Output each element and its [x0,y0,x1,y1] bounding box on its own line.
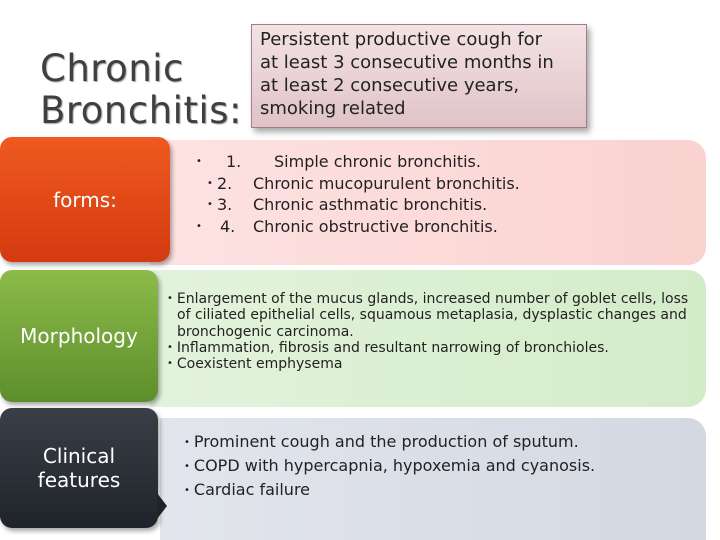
title-line-1: Chronic [40,47,184,90]
morphology-list-item [167,356,697,372]
item-text: Coexistent emphysema [176,356,343,373]
item-text: Cardiac failure [193,480,311,499]
forms-tab [0,137,170,262]
clinical-tab-label-line-2: features [37,468,121,492]
slide-title [40,48,242,132]
clinical-tab [0,408,158,528]
bullet-icon: • [207,199,213,210]
item-text: Inflammation, fibrosis and resultant narrowing of bronchioles. [176,339,609,356]
clinical-tab-label-line-1: Clinical [42,444,116,468]
bullet-icon: • [184,485,190,496]
item-number: 3. [217,195,233,214]
clinical-list-item [184,454,595,478]
bullet-icon: • [167,358,173,370]
bullet-icon: • [167,293,173,304]
bullet-icon: • [184,461,190,472]
definition-line: at least 2 consecutive years, [260,75,520,96]
item-text: Chronic asthmatic bronchitis. [253,195,488,214]
item-text: Chronic mucopurulent bronchitis. [253,173,520,193]
definition-line: at least 3 consecutive months in [260,52,554,73]
clinical-tab-arrow [157,493,167,519]
bullet-icon: • [207,177,213,189]
morphology-list [167,291,697,372]
item-number: 2. [217,173,233,193]
item-text: COPD with hypercapnia, hypoxemia and cyanosis. [193,456,596,475]
definition-line: Persistent productive cough for [260,29,543,50]
item-text: Enlargement of the mucus glands, increased number of goblet cells, loss of ciliated epithelial cells, squamous metaplasia, dysplastic changes and bronchogenic carcinoma. [176,291,689,340]
morphology-tab-label: Morphology [20,324,138,348]
clinical-list [184,430,595,502]
item-text: Chronic obstructive bronchitis. [253,216,498,236]
morphology-list-item [167,340,697,356]
item-number: 4. [220,216,236,236]
bullet-icon: • [196,220,202,232]
bullet-icon: • [196,156,202,167]
title-line-2: Bronchitis: [40,89,242,132]
bullet-icon: • [167,341,173,353]
definition-box [251,24,587,128]
clinical-list-item [184,430,595,454]
forms-tab-label: forms: [53,187,117,212]
definition-line: smoking related [260,98,406,119]
clinical-list-item [184,478,595,502]
item-text: Simple chronic bronchitis. [274,152,481,171]
item-number: 1. [226,152,242,171]
morphology-list-item [167,291,697,340]
bullet-icon: • [184,437,190,448]
item-text: Prominent cough and the production of sputum. [193,432,579,451]
morphology-tab [0,270,158,402]
